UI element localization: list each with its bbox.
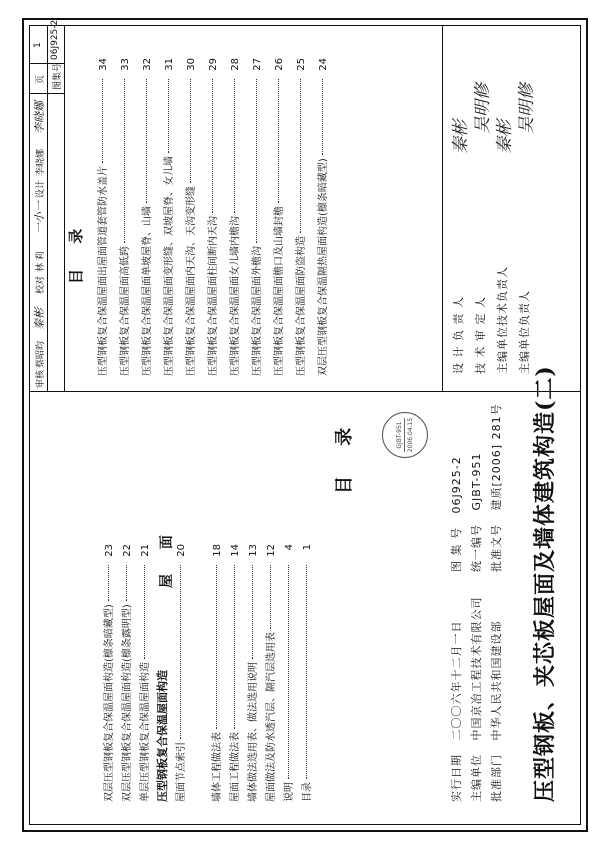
toc-leader-dots [269, 565, 271, 629]
toc-entry-label: 压型钢板复合保温屋面女儿墙内檐沟 [230, 216, 241, 376]
toc-entry-page: 20 [176, 544, 187, 557]
toc-entry [314, 58, 329, 376]
toc-entry [116, 58, 131, 376]
approving-dept-row [488, 621, 504, 803]
toc-entry-label: 压型钢板复合保温屋面变形缝、双坡屋脊、女儿墙 [164, 156, 175, 376]
toc-entry-page: 23 [104, 544, 115, 557]
toc-entry-page: 26 [274, 58, 285, 71]
tb-check-name: 林 莉 [36, 251, 46, 272]
toc-entry-page: 34 [98, 58, 109, 71]
approval-no-label: 批准文号 [490, 524, 503, 572]
toc-entry-page: 31 [164, 58, 175, 71]
toc-entry [298, 544, 313, 802]
responsibility-divider [442, 26, 443, 392]
toc-leader-dots [189, 79, 191, 183]
responsibility-signature: 秦彬 [495, 120, 515, 154]
toc-leader-dots [299, 79, 301, 233]
toc-entry-page: 24 [318, 58, 329, 71]
toc-entry-page: 22 [122, 544, 133, 557]
toc-entry-page: 27 [252, 58, 263, 71]
toc-entry [94, 58, 109, 376]
tb-design-label: 设计 [36, 179, 46, 198]
toc-entry [244, 544, 259, 802]
effective-date-label: 实行日期 [450, 754, 463, 802]
effective-date: 二〇〇六年十二月一日 [450, 620, 463, 741]
toc-entry-label: 双层压型钢板复合保温屋面构造(檩条露明型) [122, 604, 133, 802]
approving-dept-label: 批准部门 [490, 754, 503, 802]
approval-stamp [382, 412, 428, 458]
tb-check-sign: 一小一 [33, 201, 46, 234]
toc-leader-dots [277, 79, 279, 203]
responsibility-role: 主编单位技术负责人 [496, 266, 509, 374]
editor-unit-label: 主编单位 [470, 754, 483, 802]
stamp-bottom-text: 2006.04.15 [404, 418, 415, 452]
stamp-top-text: GJBT-951 [396, 421, 403, 449]
toc-entry-label: 屋面节点索引 [176, 742, 187, 802]
toc-entry [182, 58, 197, 376]
atlas-no-row [448, 456, 464, 572]
toc-heading: 目 录 [334, 415, 355, 494]
toc-entry-label: 压型钢板复合保温屋面构造 [156, 670, 169, 802]
toc-entry-label: 墙体工程做法表 [212, 732, 223, 802]
toc-leader-dots [211, 79, 213, 213]
center-divider [30, 391, 580, 392]
tb-atlas-label: 图集号 [53, 62, 63, 90]
toc-entry-label: 压型钢板复合保温屋面柱间断内天沟 [208, 216, 219, 376]
toc-entry-label: 压型钢板复合保温屋面内天沟、天沟变形缝 [186, 186, 197, 376]
unified-no: GJBT-951 [470, 452, 483, 511]
toc-entry [100, 544, 115, 802]
toc-entry-page: 18 [212, 544, 223, 557]
toc-entry-label: 双层压型钢板复合保温隔热屋面构造(檩条暗藏型) [318, 158, 329, 376]
tb-review-label: 审核 [36, 369, 46, 388]
toc-entry [262, 544, 277, 802]
toc-entry-label: 屋面做法及防水透汽层、隔汽层选用表 [266, 632, 277, 802]
toc-entry-page: 1 [302, 544, 313, 551]
toc-leader-dots [255, 79, 257, 243]
responsibility-signature: 吴明修 [517, 83, 537, 134]
toc-entry-label: 压型钢板复合保温屋面防盗构造 [296, 236, 307, 376]
tb-vert-1 [30, 93, 64, 94]
toc-entry-label: 单层压型钢板复合保温屋面构造 [140, 662, 151, 802]
toc-entry-label: 屋面工程做法表 [230, 732, 241, 802]
toc-entry [204, 58, 219, 376]
atlas-no: 06J925-2 [450, 456, 463, 514]
rotated-page [30, 19, 580, 824]
toc-leader-dots [167, 79, 169, 153]
toc-entry-page: 25 [296, 58, 307, 71]
tb-design-sign: 李晓娜 [33, 101, 46, 134]
approval-no-row [488, 403, 504, 572]
toc-entry-label: 双层压型钢板复合保温屋面构造(檩条暗藏型) [104, 604, 115, 802]
toc-entry [226, 58, 241, 376]
approval-no: 建质[2006] 281号 [490, 403, 503, 511]
toc-entry-label: 压型钢板复合保温屋面高低跨 [120, 246, 131, 376]
document-title: 压型钢板、夹芯板屋面及墙体建筑构造(二) [532, 365, 558, 802]
toc-entry [248, 58, 263, 376]
tb-check-label: 校对 [36, 275, 46, 294]
editor-unit: 中国京冶工程技术有限公司 [470, 596, 483, 741]
tb-top-line [64, 26, 65, 392]
toc-leader-dots [305, 565, 307, 779]
roof-heading: 屋 面 [159, 525, 175, 588]
toc-entry [280, 544, 295, 802]
toc-entry [118, 544, 133, 802]
toc-leader-dots [123, 79, 125, 243]
toc-entry-label: 压型钢板复合保温屋面出屋面管道套管防水盖片 [98, 166, 109, 376]
toc-entry [292, 58, 307, 376]
toc-entry [208, 544, 223, 802]
responsibility-role: 设 计 负 责 人 [452, 296, 465, 374]
toc-entry-page: 21 [140, 544, 151, 557]
tb-review-name: 蔡昭昀 [36, 340, 46, 368]
toc-leader-dots [321, 79, 323, 155]
toc-entry-label: 压型钢板复合保温屋面单坡屋脊、山墙 [142, 206, 153, 376]
toc-entry [226, 544, 241, 802]
toc-entry-page: 29 [208, 58, 219, 71]
tb-atlas-value: 06J925-2 [50, 19, 60, 60]
toc-entry-page: 12 [266, 544, 277, 557]
toc-entry-label: 压型钢板复合保温屋面外檐沟 [252, 246, 263, 376]
tb-page-label: 页 [36, 74, 46, 84]
responsibility-role: 主编单位负责人 [518, 290, 531, 374]
toc-leader-dots [251, 565, 253, 659]
tb-design-name: 李晓娜 [36, 148, 46, 176]
unified-no-label: 统一编号 [470, 524, 483, 572]
toc-leader-dots [143, 565, 145, 659]
toc-entry [160, 58, 175, 376]
tb-center-title: 目 录 [67, 218, 85, 284]
atlas-no-label: 图 集 号 [450, 527, 463, 572]
toc-leader-dots [145, 79, 147, 203]
tb-review-sign: 秦彬 [33, 308, 46, 330]
toc-entry-label: 压型钢板复合保温屋面檐口及山墙封檐 [274, 206, 285, 376]
responsibility-signature: 秦彬 [451, 120, 471, 154]
toc-entry-page: 4 [284, 544, 295, 551]
responsibility-signature: 吴明修 [473, 83, 493, 134]
toc-leader-dots [101, 79, 103, 163]
toc-entry-label: 墙体做法选用表、做法选用说明 [248, 662, 259, 802]
toc-leader-dots [287, 565, 289, 779]
responsibility-role: 技 术 审 定 人 [474, 296, 487, 374]
toc-leader-dots [233, 565, 235, 729]
toc-leader-dots [215, 565, 217, 729]
toc-entry-page: 13 [248, 544, 259, 557]
toc-entry-page: 14 [230, 544, 241, 557]
toc-leader-dots [233, 79, 235, 213]
tb-mid-line [47, 26, 48, 392]
toc-entry [136, 544, 151, 802]
tb-page-value: 1 [33, 42, 43, 48]
toc-entry-page: 30 [186, 58, 197, 71]
toc-entry-page: 32 [142, 58, 153, 71]
toc-entry [270, 58, 285, 376]
toc-entry-page: 33 [120, 58, 131, 71]
toc-leader-dots [125, 565, 127, 601]
toc-leader-dots [107, 565, 109, 601]
toc-entry-page: 28 [230, 58, 241, 71]
toc-entry [138, 58, 153, 376]
unified-no-row [468, 453, 484, 573]
editor-unit-row [468, 597, 484, 803]
toc-entry-label: 说明 [284, 782, 295, 802]
approving-dept: 中华人民共和国建设部 [490, 620, 503, 741]
effective-date-row [448, 621, 464, 803]
toc-leader-dots [179, 565, 181, 739]
toc-entry-label: 目录 [302, 782, 313, 802]
